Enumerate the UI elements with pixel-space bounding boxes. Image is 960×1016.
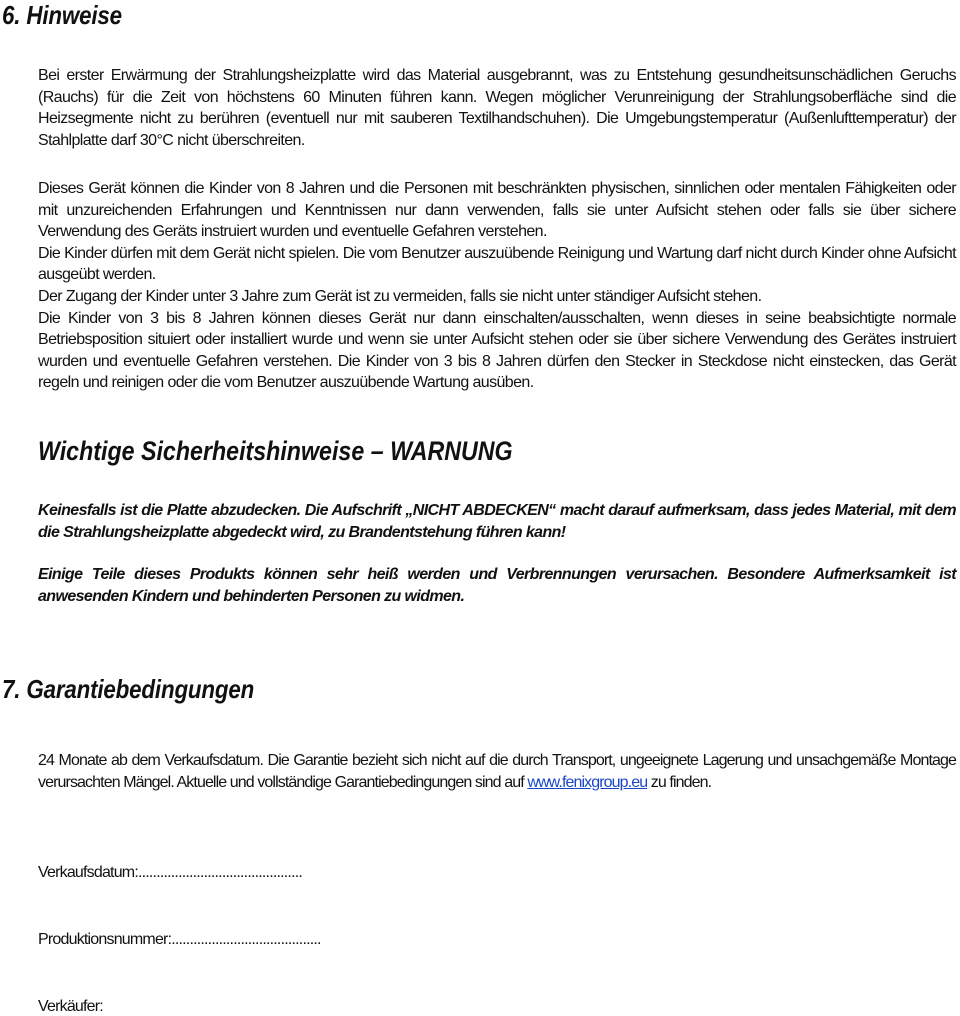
section-7-title: 7. Garantiebedingungen	[2, 674, 255, 704]
paragraph-first-heating: Bei erster Erwärmung der Strahlungsheizplatte wird das Material ausgebrannt, was zu Entstehung gesundheitsunschädlichen Geruchs (Rauchs) für die Zeit von höchstens 60 Minuten führen kann. Wegen möglicher Verunreinigung der Strahlungsoberfläche sind die Heizsegmente nicht zu berühren (eventuell nur mit sauberen Textilhandschuhen). Die Umgebungstemperatur (Außenlufttemperatur) der Stahlplatte darf 30°C nicht überschreiten.	[38, 67, 956, 149]
warning-title: Wichtige Sicherheitshinweise – WARNUNG	[38, 436, 513, 466]
warning-paragraph-2	[38, 564, 956, 607]
seller-field: Verkäufer:	[38, 998, 103, 1015]
sale-date-field: Verkaufsdatum:.............................................	[38, 864, 303, 881]
paragraph-children-play: Die Kinder dürfen mit dem Gerät nicht spielen. Die vom Benutzer auszuübende Reinigung und Wartung darf nicht durch Kinder ohne Aufsicht ausgeübt werden.	[38, 244, 956, 284]
warning-hot-parts: Einige Teile dieses Produkts können sehr heiß werden und Verbrennungen verursachen. Besondere Aufmerksamkeit ist anwesenden Kindern und behinderten Personen zu widmen.	[38, 566, 956, 605]
warranty-text	[38, 750, 956, 793]
fenixgroup-link[interactable]: www.fenixgroup.eu	[527, 773, 648, 791]
warranty-text-end: zu finden.	[647, 773, 712, 791]
paragraph-children-under-3: Der Zugang der Kinder unter 3 Jahre zum Gerät ist zu vermeiden, falls sie nicht unter ständiger Aufsicht stehen.	[38, 287, 762, 305]
paragraph-children-usage: Dieses Gerät können die Kinder von 8 Jahren und die Personen mit beschränkten physischen, sinnlichen oder mentalen Fähigkeiten oder mit unzureichenden Erfahrungen und Kenntnissen nur dann verwenden, falls sie unter Aufsicht stehen oder falls sie über sichere Verwendung des Geräts instruiert wurden und eventuelle Gefahren verstehen.	[38, 180, 956, 241]
warning-paragraph-1	[38, 500, 956, 543]
section-7-paragraph	[38, 750, 956, 793]
production-number-field: Produktionsnummer:.........................................	[38, 931, 321, 948]
warning-do-not-cover: Keinesfalls ist die Platte abzudecken. Die Aufschrift „NICHT ABDECKEN“ macht darauf aufmerksam, dass jedes Material, mit dem die Strahlungsheizplatte abgedeckt wird, zu Brandentstehung führen kann!	[38, 502, 956, 541]
section-6-paragraph-2	[38, 178, 956, 394]
section-6-title: 6. Hinweise	[2, 0, 122, 30]
warranty-text-start: 24 Monate ab dem Verkaufsdatum. Die Garantie bezieht sich nicht auf die durch Transport, ungeeignete Lagerung und unsachgemäße Montage verursachten Mängel. Aktuelle und vollständige Garantiebedingungen sind auf	[38, 752, 956, 791]
section-6-paragraph-1	[38, 65, 956, 151]
paragraph-children-3-to-8: Die Kinder von 3 bis 8 Jahren können dieses Gerät nur dann einschalten/ausschalten, wenn dieses in seine beabsichtigte normale Betriebsposition situiert oder installiert wurde und wenn sie unter Aufsicht stehen oder sie über sichere Verwendung des Gerätes instruiert wurden und eventuelle Gefahren verstehen. Die Kinder von 3 bis 8 Jahren dürfen den Stecker in Steckdose nicht einstecken, das Gerät regeln und reinigen oder die vom Benutzer auszuübende Wartung ausüben.	[38, 309, 956, 392]
